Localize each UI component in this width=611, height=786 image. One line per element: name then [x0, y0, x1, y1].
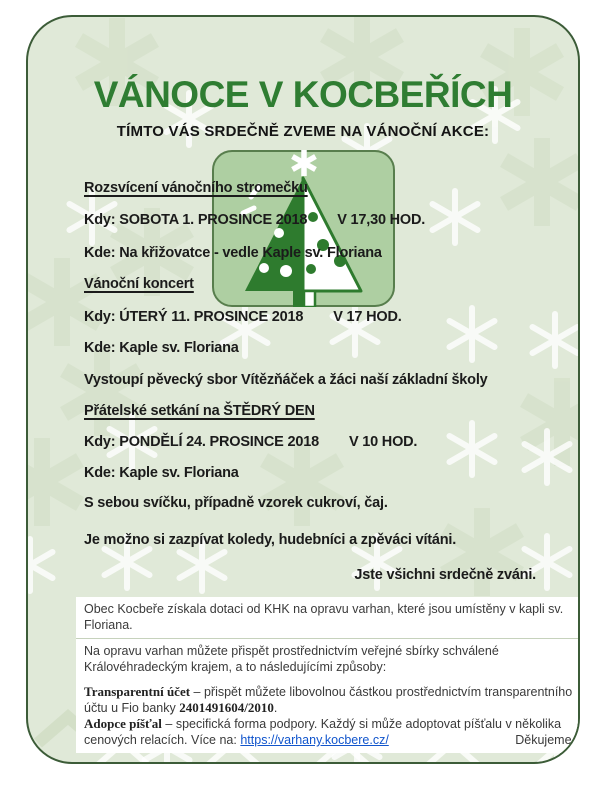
- event-where-tree-lighting: Kde: Na křižovatce - vedle Kaple sv. Floriana: [84, 245, 382, 261]
- when-text: Kdy: ÚTERÝ 11. PROSINCE 2018: [84, 309, 304, 325]
- event-note-bring-along: S sebou svíčku, případně vzorek cukroví, čaj.: [84, 495, 388, 511]
- when-text: Kdy: SOBOTA 1. PROSINCE 2018: [84, 212, 308, 228]
- event-heading-concert: Vánoční koncert: [84, 276, 194, 292]
- event-heading-tree-lighting: Rozsvícení vánočního stromečku: [84, 180, 308, 196]
- page-title: VÁNOCE V KOCBEŘÍCH: [93, 74, 513, 115]
- info-box-grant: [76, 597, 580, 638]
- event-when-christmas-eve: [84, 434, 417, 450]
- organ-website-link[interactable]: https://varhany.kocbere.cz/: [240, 733, 389, 747]
- page-subtitle: TÍMTO VÁS SRDEČNĚ ZVEME NA VÁNOČNÍ AKCE:: [116, 123, 490, 140]
- when-time: V 17,30 HOD.: [337, 212, 426, 228]
- event-note-concert: Vystoupí pěvecký sbor Vítězňáček a žáci naší základní školy: [84, 372, 488, 388]
- donation-option-account: [84, 684, 577, 716]
- when-text: Kdy: PONDĚLÍ 24. PROSINCE 2018: [84, 434, 319, 450]
- closing-invitation: Jste všichni srdečně zváni.: [354, 567, 536, 583]
- when-time: V 17 HOD.: [333, 309, 402, 325]
- organ-donation-info: [76, 597, 580, 753]
- when-time: V 10 HOD.: [348, 434, 418, 450]
- option-period: .: [273, 701, 278, 715]
- grant-paragraph: Obec Kocbeře získala dotaci od KHK na opravu varhan, které jsou umístěny v kapli sv. Floriana.: [84, 602, 564, 632]
- bank-account-number: 2401491604/2010: [179, 700, 274, 715]
- snowflake-icon: [293, 150, 316, 176]
- option-label-pipe-adoption: Adopce píšťal: [84, 716, 162, 731]
- event-when-concert: [84, 309, 402, 325]
- donation-intro-paragraph: Na opravu varhan můžete přispět prostřednictvím veřejné sbírky schválené Královéhradeckým krajem, a to následujícími způsoby:: [84, 644, 499, 674]
- christmas-tree-card: [212, 150, 395, 307]
- thanks-text: Děkujeme.: [515, 733, 575, 747]
- option-text: – specifická forma podpory. Každý si může adoptovat píšťalu v několika cenových relacích. Více na:: [84, 717, 562, 747]
- info-box-donation-ways: [76, 639, 580, 753]
- option-label-transparent-account: Transparentní účet: [84, 684, 191, 699]
- event-heading-christmas-eve: Přátelské setkání na ŠTĚDRÝ DEN: [84, 403, 315, 419]
- event-where-concert: Kde: Kaple sv. Floriana: [84, 340, 239, 356]
- christmas-tree-icon: [212, 150, 395, 307]
- donation-option-pipe-adoption: [84, 716, 577, 748]
- poster-page: [26, 15, 580, 764]
- event-where-christmas-eve: Kde: Kaple sv. Floriana: [84, 465, 239, 481]
- event-note-carols: Je možno si zazpívat koledy, hudebníci a zpěváci vítáni.: [84, 532, 457, 548]
- option-text: – přispět můžete libovolnou částkou prostřednictvím transparentního účtu u Fio banky: [84, 685, 573, 715]
- event-when-tree-lighting: [84, 212, 425, 228]
